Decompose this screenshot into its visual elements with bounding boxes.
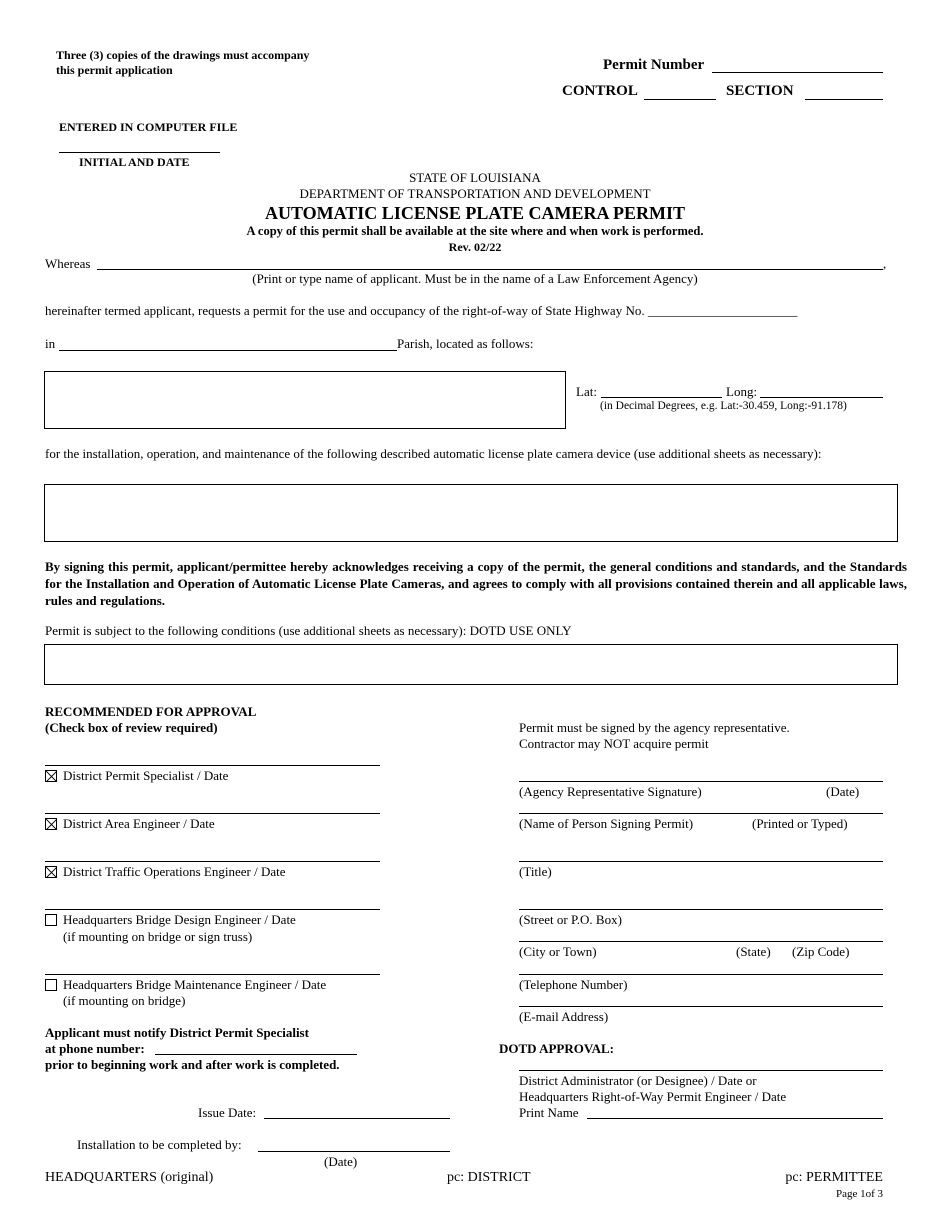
copy-note: A copy of this permit shall be available at the site where and when work is performed. [246,224,704,238]
completion-label: Installation to be completed by: [77,1137,242,1152]
entered-label: ENTERED IN COMPUTER FILE [59,120,238,134]
print-name-field[interactable] [587,1118,883,1119]
notify-line-2: at phone number: [45,1041,145,1056]
dotd-approval-signature-field[interactable] [519,1070,883,1071]
phone-number-field[interactable] [155,1054,357,1055]
initial-date-field[interactable] [59,152,220,153]
admin-line-1: District Administrator (or Designee) / Date or [519,1073,757,1088]
completion-date-field[interactable] [258,1151,450,1152]
name-signing-label: (Name of Person Signing Permit) [519,816,694,831]
page-number: Page 1of 3 [835,1188,883,1200]
name-signing-field[interactable] [519,813,883,814]
reviewer-row[interactable] [45,816,215,832]
agency-signature-date-label: (Date) [826,784,860,799]
lat-field[interactable] [601,397,722,398]
drawings-note-1: Three (3) copies of the drawings must accompany [56,48,310,62]
applicant-name-field[interactable] [97,269,883,270]
section-label: SECTION [726,83,794,99]
email-label: (E-mail Address) [519,1009,609,1024]
reviewer-row[interactable] [45,977,326,993]
checkbox-district-area-engineer[interactable] [45,818,57,830]
notify-line-1: Applicant must notify District Permit Specialist [45,1025,309,1040]
printed-typed-label: (Printed or Typed) [752,816,848,831]
long-field[interactable] [760,397,883,398]
reviewer-label: District Traffic Operations Engineer / Date [63,864,286,879]
city-state-zip-field[interactable] [519,941,883,942]
agency-note-1: Permit must be signed by the agency representative. [519,720,790,735]
footer-permittee: pc: PERMITTEE [785,1170,883,1185]
revision: Rev. 02/22 [448,240,502,254]
title-label: (Title) [519,864,552,879]
zip-label: (Zip Code) [792,944,850,959]
whereas-label: Whereas [45,256,91,271]
telephone-field[interactable] [519,974,883,975]
footer-headquarters: HEADQUARTERS (original) [45,1170,214,1185]
agency-note-2: Contractor may NOT acquire permit [519,736,709,751]
section-field[interactable] [805,99,883,100]
street-label: (Street or P.O. Box) [519,912,622,927]
checkbox-hq-bridge-maintenance-engineer[interactable] [45,979,57,991]
street-field[interactable] [519,909,883,910]
device-description-box[interactable] [44,484,898,542]
state-title: STATE OF LOUISIANA [409,170,541,185]
checkbox-district-traffic-operations-engineer[interactable] [45,866,57,878]
telephone-label: (Telephone Number) [519,977,628,992]
control-label: CONTROL [562,83,638,99]
permit-title: AUTOMATIC LICENSE PLATE CAMERA PERMIT [264,203,686,223]
permit-number-field[interactable] [712,72,883,73]
city-label: (City or Town) [519,944,597,959]
device-text: for the installation, operation, and maintenance of the following described automatic license plate camera device (use additional sheets as necessary): [45,446,822,461]
footer-district: pc: DISTRICT [447,1170,531,1185]
reviewer-signature-line[interactable] [45,861,380,862]
reviewer-note: (if mounting on bridge) [63,993,186,1008]
department-title: DEPARTMENT OF TRANSPORTATION AND DEVELOPMENT [299,186,651,201]
decimal-hint: (in Decimal Degrees, e.g. Lat:-30.459, Long:-91.178) [600,400,847,412]
reviewer-label: District Area Engineer / Date [63,816,215,831]
completion-date-hint: (Date) [324,1154,358,1169]
email-field[interactable] [519,1006,883,1007]
approval-heading: RECOMMENDED FOR APPROVAL [45,704,257,719]
control-field[interactable] [644,99,716,100]
agency-signature-field[interactable] [519,781,883,782]
conditions-box[interactable] [44,644,898,685]
reviewer-note: (if mounting on bridge or sign truss) [63,929,253,944]
admin-line-2: Headquarters Right-of-Way Permit Engineer / Date [519,1089,787,1104]
whereas-comma: , [883,256,887,271]
parish-field[interactable] [59,350,397,351]
reviewer-label: Headquarters Bridge Maintenance Engineer / Date [63,977,327,992]
checkbox-hq-bridge-design-engineer[interactable] [45,914,57,926]
conditions-text: Permit is subject to the following conditions (use additional sheets as necessary): DOTD USE ONLY [45,623,572,638]
reviewer-row[interactable] [45,864,286,880]
reviewer-signature-line[interactable] [45,974,380,975]
state-label: (State) [736,944,771,959]
applicant-name-hint: (Print or type name of applicant. Must be in the name of a Law Enforcement Agency) [252,271,698,286]
reviewer-label: District Permit Specialist / Date [63,768,229,783]
print-name-label: Print Name [519,1105,579,1120]
notify-line-3: prior to beginning work and after work is completed. [45,1057,340,1072]
acknowledgement-text: By signing this permit, applicant/permittee hereby acknowledges receiving a copy of the permit, the general conditions and standards, and the Standards for the Installation and Operation of Automatic License Plate Cameras, and agrees to comply with all provisions contained therein and all applicable laws, rules and regulations. [45,559,907,608]
issue-date-label: Issue Date: [198,1105,257,1120]
reviewer-signature-line[interactable] [45,813,380,814]
approval-subheading: (Check box of review required) [45,720,218,735]
highway-text: hereinafter termed applicant, requests a permit for the use and occupancy of the right-of-way of State Highway No. _______________________ [45,303,798,318]
reviewer-signature-line[interactable] [45,909,380,910]
in-label: in [45,336,56,351]
dotd-approval-heading: DOTD APPROVAL: [499,1041,614,1056]
lat-label: Lat: [576,384,597,399]
reviewer-row[interactable] [45,912,296,928]
parish-text: Parish, located as follows: [397,336,534,351]
permit-number-label: Permit Number [603,57,705,73]
location-box[interactable] [44,371,566,429]
reviewer-label: Headquarters Bridge Design Engineer / Date [63,912,296,927]
title-field[interactable] [519,861,883,862]
long-label: Long: [726,384,758,399]
issue-date-field[interactable] [264,1118,450,1119]
reviewer-row[interactable] [45,768,228,784]
agency-signature-label: (Agency Representative Signature) [519,784,702,799]
initial-date-label: INITIAL AND DATE [79,155,190,169]
drawings-note-2: this permit application [56,63,173,77]
reviewer-signature-line[interactable] [45,765,380,766]
checkbox-district-permit-specialist[interactable] [45,770,57,782]
